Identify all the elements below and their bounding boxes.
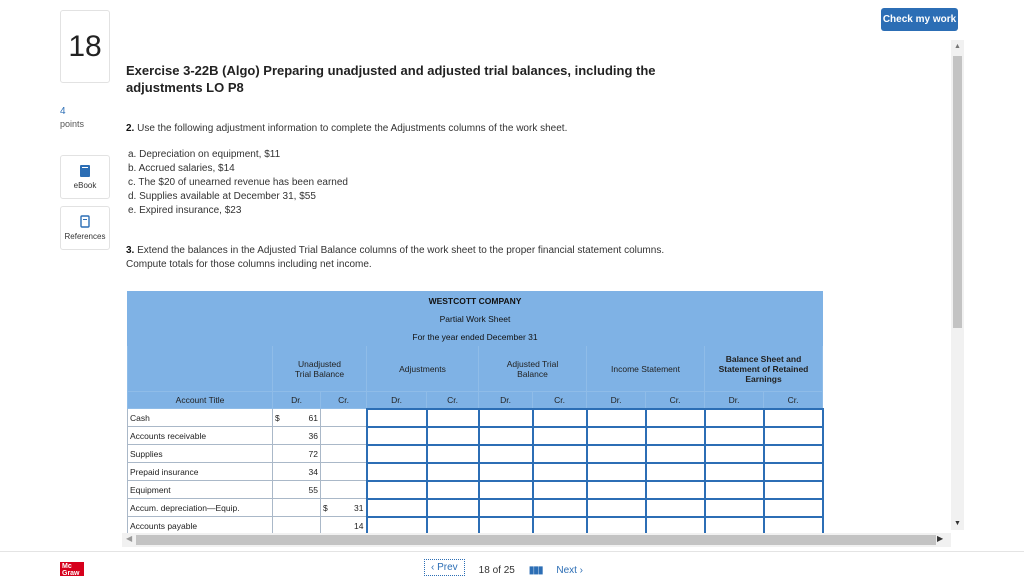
col-group-income-statement: Income Statement xyxy=(587,346,705,392)
adjustments-cr-input[interactable] xyxy=(427,409,479,427)
scroll-up-icon[interactable]: ▲ xyxy=(954,43,961,50)
unadjusted-dr-cell xyxy=(273,481,321,499)
income-dr-input[interactable] xyxy=(587,445,646,463)
balance-dr-input[interactable] xyxy=(705,499,764,517)
income-cr-input[interactable] xyxy=(646,427,705,445)
income-cr-input[interactable] xyxy=(646,499,705,517)
footer-divider xyxy=(0,551,1024,552)
table-row xyxy=(128,427,823,445)
balance-cr-input[interactable] xyxy=(764,517,823,535)
col-group-adjustments: Adjustments xyxy=(367,346,479,392)
unadjusted-dr-cell xyxy=(273,517,321,535)
list-item: d. Supplies available at December 31, $55 xyxy=(128,191,316,202)
check-my-work-button[interactable]: Check my work xyxy=(881,8,958,31)
work-sheet-table xyxy=(127,291,824,536)
document-icon xyxy=(79,215,91,229)
income-dr-input[interactable] xyxy=(587,517,646,535)
cr-header: Cr. xyxy=(646,392,705,409)
income-cr-input[interactable] xyxy=(646,481,705,499)
adjustments-dr-input[interactable] xyxy=(367,517,427,535)
unadjusted-dr-cell xyxy=(273,499,321,517)
question-grid-icon[interactable]: ▮▮▮ xyxy=(528,565,543,576)
account-title-cell: Equipment xyxy=(128,481,273,499)
part2-instruction xyxy=(126,122,567,136)
part2-text: Use the following adjustment information to complete the Adjustments columns of the work sheet. xyxy=(137,123,568,134)
adjusted-cr-input[interactable] xyxy=(533,409,587,427)
dr-header: Dr. xyxy=(367,392,427,409)
balance-dr-input[interactable] xyxy=(705,517,764,535)
income-cr-input[interactable] xyxy=(646,409,705,427)
unadjusted-cr-value: 14 xyxy=(354,520,364,531)
income-dr-input[interactable] xyxy=(587,409,646,427)
adjustments-cr-input[interactable] xyxy=(427,427,479,445)
cr-header: Cr. xyxy=(764,392,823,409)
account-title-cell: Accounts receivable xyxy=(128,427,273,445)
points-display xyxy=(60,106,84,130)
income-dr-input[interactable] xyxy=(587,499,646,517)
unadjusted-cr-value: 31 xyxy=(354,502,364,513)
page-indicator: 18 of 25 xyxy=(478,565,515,576)
ebook-button[interactable] xyxy=(60,155,110,199)
dr-header: Dr. xyxy=(273,392,321,409)
adjustment-list xyxy=(128,148,348,218)
cr-header: Cr. xyxy=(533,392,587,409)
references-button[interactable] xyxy=(60,206,110,250)
account-title-cell: Supplies xyxy=(128,445,273,463)
currency-symbol: $ xyxy=(275,412,280,423)
list-item: e. Expired insurance, $23 xyxy=(128,205,242,216)
points-value: 4 xyxy=(60,106,66,117)
adjusted-cr-input[interactable] xyxy=(533,481,587,499)
balance-dr-input[interactable] xyxy=(705,409,764,427)
table-row xyxy=(128,481,823,499)
currency-symbol: $ xyxy=(323,502,328,513)
scroll-left-icon[interactable]: ◀ xyxy=(126,534,133,543)
balance-cr-input[interactable] xyxy=(764,481,823,499)
adjustments-dr-input[interactable] xyxy=(367,499,427,517)
book-icon xyxy=(79,164,91,178)
table-row xyxy=(128,409,823,427)
blank-header xyxy=(128,346,273,392)
cr-header: Cr. xyxy=(321,392,367,409)
col-group-unadjusted: Unadjusted Trial Balance xyxy=(273,346,367,392)
unadjusted-cr-cell xyxy=(321,463,367,481)
list-item: a. Depreciation on equipment, $11 xyxy=(128,149,281,160)
income-dr-input[interactable] xyxy=(587,481,646,499)
adjustments-cr-input[interactable] xyxy=(427,481,479,499)
list-item: c. The $20 of unearned revenue has been earned xyxy=(128,177,348,188)
adjusted-dr-input[interactable] xyxy=(479,517,533,535)
horizontal-scrollbar[interactable] xyxy=(122,533,951,547)
adjusted-cr-input[interactable] xyxy=(533,445,587,463)
income-cr-input[interactable] xyxy=(646,463,705,481)
adjusted-cr-input[interactable] xyxy=(533,427,587,445)
adjustments-dr-input[interactable] xyxy=(367,445,427,463)
adjustments-dr-input[interactable] xyxy=(367,427,427,445)
part2-number: 2. xyxy=(126,123,135,134)
unadjusted-cr-cell xyxy=(321,445,367,463)
income-dr-input[interactable] xyxy=(587,427,646,445)
unadjusted-cr-cell xyxy=(321,409,367,427)
period-label: For the year ended December 31 xyxy=(128,328,823,346)
adjusted-dr-input[interactable] xyxy=(479,463,533,481)
unadjusted-dr-value: 72 xyxy=(308,448,318,459)
account-title-header: Account Title xyxy=(128,392,273,409)
table-row xyxy=(128,517,823,535)
part3-instruction xyxy=(126,244,686,272)
vertical-scrollbar[interactable] xyxy=(951,40,964,530)
unadjusted-dr-value: 34 xyxy=(308,466,318,477)
adjustments-cr-input[interactable] xyxy=(427,517,479,535)
adjustments-dr-input[interactable] xyxy=(367,463,427,481)
question-navigation xyxy=(424,558,583,576)
balance-cr-input[interactable] xyxy=(764,427,823,445)
question-number: 18 xyxy=(60,10,110,83)
references-label: References xyxy=(64,232,106,241)
col-group-balance-sheet: Balance Sheet and Statement of Retained Earnings xyxy=(705,346,823,392)
scroll-right-icon[interactable]: ▶ xyxy=(937,534,944,543)
ebook-label: eBook xyxy=(73,181,97,190)
table-row xyxy=(128,499,823,517)
adjustments-dr-input[interactable] xyxy=(367,409,427,427)
list-item: b. Accrued salaries, $14 xyxy=(128,163,235,174)
col-group-adjusted: Adjusted Trial Balance xyxy=(479,346,587,392)
dr-header: Dr. xyxy=(479,392,533,409)
company-name: WESTCOTT COMPANY xyxy=(128,292,823,310)
balance-cr-input[interactable] xyxy=(764,445,823,463)
income-cr-input[interactable] xyxy=(646,517,705,535)
adjustments-cr-input[interactable] xyxy=(427,445,479,463)
adjustments-dr-input[interactable] xyxy=(367,481,427,499)
table-row xyxy=(128,445,823,463)
adjustments-cr-input[interactable] xyxy=(427,499,479,517)
unadjusted-cr-cell xyxy=(321,427,367,445)
account-title-cell: Accounts payable xyxy=(128,517,273,535)
account-title-cell: Accum. depreciation—Equip. xyxy=(128,499,273,517)
vertical-scroll-thumb[interactable] xyxy=(953,56,962,328)
balance-dr-input[interactable] xyxy=(705,427,764,445)
adjusted-dr-input[interactable] xyxy=(479,499,533,517)
unadjusted-cr-cell xyxy=(321,517,367,535)
next-button[interactable]: Next › xyxy=(556,565,584,576)
adjusted-cr-input[interactable] xyxy=(533,463,587,481)
horizontal-scroll-thumb[interactable] xyxy=(136,535,936,545)
adjusted-cr-input[interactable] xyxy=(533,517,587,535)
adjusted-dr-input[interactable] xyxy=(479,481,533,499)
adjusted-dr-input[interactable] xyxy=(479,427,533,445)
cr-header: Cr. xyxy=(427,392,479,409)
balance-dr-input[interactable] xyxy=(705,445,764,463)
income-cr-input[interactable] xyxy=(646,445,705,463)
unadjusted-dr-cell xyxy=(273,427,321,445)
dr-header: Dr. xyxy=(587,392,646,409)
unadjusted-dr-value: 61 xyxy=(308,412,318,423)
unadjusted-cr-cell xyxy=(321,481,367,499)
adjusted-dr-input[interactable] xyxy=(479,445,533,463)
balance-cr-input[interactable] xyxy=(764,499,823,517)
balance-cr-input[interactable] xyxy=(764,463,823,481)
dr-header: Dr. xyxy=(705,392,764,409)
question-title: Exercise 3-22B (Algo) Preparing unadjusted and adjusted trial balances, including the adjustments LO P8 xyxy=(126,63,656,95)
balance-dr-input[interactable] xyxy=(705,481,764,499)
unadjusted-dr-value: 55 xyxy=(308,484,318,495)
table-row xyxy=(128,463,823,481)
scroll-down-icon[interactable]: ▼ xyxy=(954,520,961,527)
unadjusted-dr-cell xyxy=(273,409,321,427)
adjustments-cr-input[interactable] xyxy=(427,463,479,481)
part3-text: Extend the balances in the Adjusted Trial Balance columns of the work sheet to the proper financial statement columns. Compute totals for those columns including net income. xyxy=(126,245,665,270)
unadjusted-cr-cell xyxy=(321,499,367,517)
account-title-cell: Cash xyxy=(128,409,273,427)
unadjusted-dr-cell xyxy=(273,463,321,481)
unadjusted-dr-cell xyxy=(273,445,321,463)
part3-number: 3. xyxy=(126,245,135,256)
sheet-title: Partial Work Sheet xyxy=(128,310,823,328)
adjusted-cr-input[interactable] xyxy=(533,499,587,517)
account-title-cell: Prepaid insurance xyxy=(128,463,273,481)
income-dr-input[interactable] xyxy=(587,463,646,481)
points-label: points xyxy=(60,119,85,129)
balance-dr-input[interactable] xyxy=(705,463,764,481)
unadjusted-dr-value: 36 xyxy=(308,430,318,441)
mcgraw-logo: Mc Graw xyxy=(60,562,84,576)
balance-cr-input[interactable] xyxy=(764,409,823,427)
prev-button[interactable]: ‹ Prev xyxy=(424,559,465,576)
adjusted-dr-input[interactable] xyxy=(479,409,533,427)
